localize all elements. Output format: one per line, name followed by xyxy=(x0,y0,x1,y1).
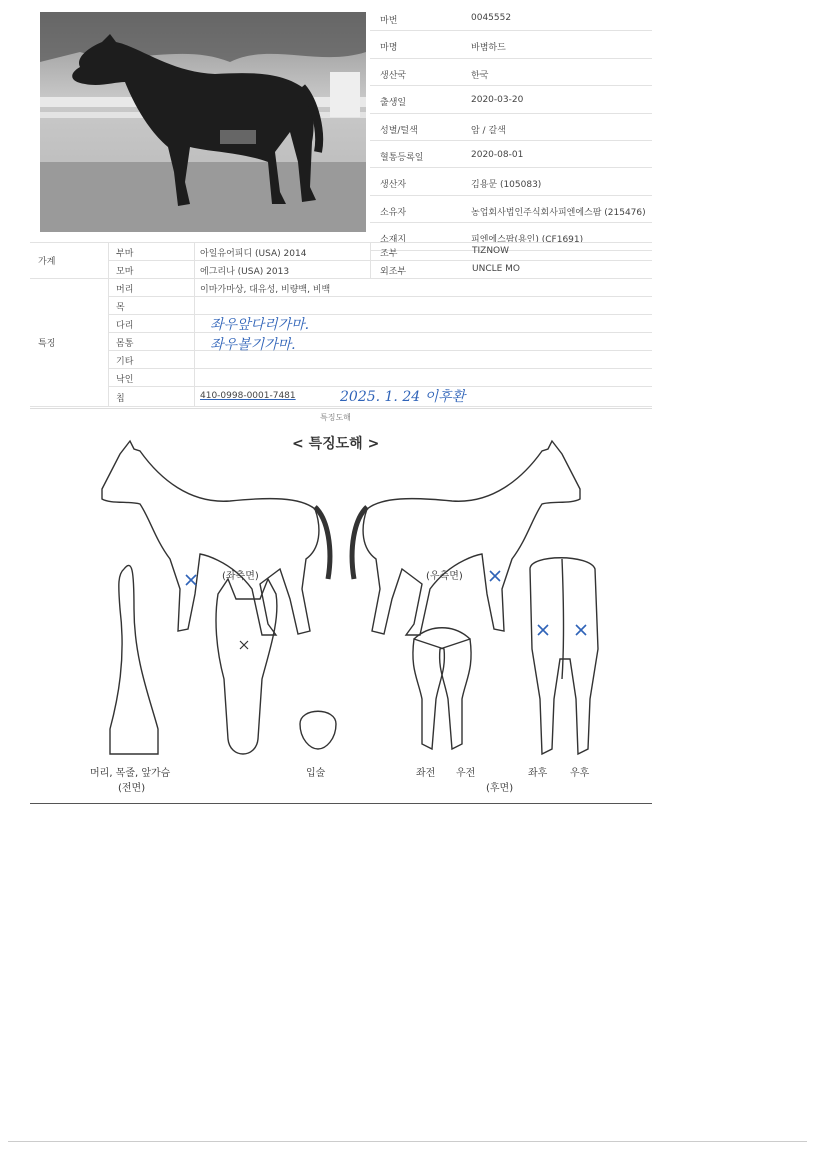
info-value: 0045552 xyxy=(471,13,512,23)
feature-label: 몸통 xyxy=(116,339,134,349)
left-side-label: (좌측면) xyxy=(222,571,259,582)
horse-outline-drawings xyxy=(30,409,652,803)
divider xyxy=(370,242,371,278)
marking-diagram xyxy=(30,408,652,804)
pedigree-features-table xyxy=(30,242,652,407)
divider xyxy=(108,242,109,407)
info-value: 암 / 갈색 xyxy=(471,125,506,136)
info-label: 생산국 xyxy=(380,70,407,81)
info-row xyxy=(370,86,652,113)
features-group-label: 특징 xyxy=(38,339,56,349)
info-value: 피엔에스팜(용인) (CF1691) xyxy=(471,235,584,246)
sire-value: 아일유어피디 (USA) 2014 xyxy=(200,249,307,259)
divider xyxy=(108,368,652,369)
info-label: 마번 xyxy=(380,16,398,26)
dam-value: 에그리나 (USA) 2013 xyxy=(200,267,290,277)
diagram-small-header: 특징도해 xyxy=(320,413,351,422)
info-label: 소재지 xyxy=(380,235,407,246)
info-row xyxy=(370,168,652,195)
info-label: 마명 xyxy=(380,43,398,54)
info-row xyxy=(370,141,652,168)
handwriting-body: 좌우볼기가마. xyxy=(210,337,296,353)
grandsire-value: TIZNOW xyxy=(472,246,510,256)
feature-value: 이마가마상, 대유성, 비량백, 비백 xyxy=(200,285,331,295)
front-left-label: 좌전 xyxy=(416,768,436,779)
divider xyxy=(108,350,652,351)
divider xyxy=(108,260,652,261)
right-side-label: (우측면) xyxy=(426,571,463,582)
info-label: 소유자 xyxy=(380,207,407,218)
feature-label: 다리 xyxy=(116,321,134,331)
info-row xyxy=(370,196,652,223)
grandsire-label: 조부 xyxy=(380,249,398,259)
info-row xyxy=(370,4,652,31)
info-value: 바볌하드 xyxy=(471,43,506,54)
chip-number: 410-0998-0001-7481 xyxy=(200,391,296,401)
info-row xyxy=(370,59,652,86)
info-label: 생산자 xyxy=(380,180,407,191)
divider xyxy=(30,242,652,243)
info-label: 출생일 xyxy=(380,98,407,109)
front-view-label: (전면) xyxy=(118,783,146,794)
sire-label: 부마 xyxy=(116,249,134,259)
front-right-label: 우전 xyxy=(456,768,476,779)
info-label: 성별/털색 xyxy=(380,125,418,136)
rear-view-label: (후면) xyxy=(486,783,514,794)
info-value: 2020-08-01 xyxy=(471,149,524,160)
feature-label: 목 xyxy=(116,303,125,313)
feature-label: 기타 xyxy=(116,357,134,367)
page-bottom-rule xyxy=(8,1141,807,1142)
divider xyxy=(108,314,652,315)
info-value: 김용문 (105083) xyxy=(471,180,542,191)
handwriting-leg: 좌우앞다리가마. xyxy=(210,317,310,333)
diagram-title: < 특징도해 > xyxy=(292,436,380,452)
feature-label: 칩 xyxy=(116,394,125,404)
divider xyxy=(30,278,652,279)
feature-label: 머리 xyxy=(116,285,134,295)
hind-left-label: 좌후 xyxy=(528,768,548,779)
damsire-label: 외조부 xyxy=(380,267,407,277)
divider xyxy=(108,332,652,333)
hind-right-label: 우후 xyxy=(570,768,590,779)
info-row xyxy=(370,114,652,141)
info-label: 혈통등록일 xyxy=(380,152,424,163)
dam-label: 모마 xyxy=(116,267,134,277)
info-row xyxy=(370,31,652,58)
info-value: 농업회사법인주식회사피엔에스팜 (215476) xyxy=(471,207,646,218)
divider xyxy=(30,406,652,407)
info-value: 2020-03-20 xyxy=(471,95,524,106)
feature-label: 낙인 xyxy=(116,375,134,385)
horse-photo xyxy=(40,12,366,232)
info-value: 한국 xyxy=(471,70,489,81)
front-caption: 머리, 목줄, 앞가슴 xyxy=(90,768,171,779)
handwriting-date: 2025. 1. 24 이후환 xyxy=(340,389,466,405)
damsire-value: UNCLE MO xyxy=(472,264,521,274)
divider xyxy=(194,242,195,407)
divider xyxy=(108,296,652,297)
pedigree-group-label: 가계 xyxy=(38,257,56,267)
muzzle-label: 입술 xyxy=(306,768,326,779)
horse-info-table xyxy=(370,4,652,251)
